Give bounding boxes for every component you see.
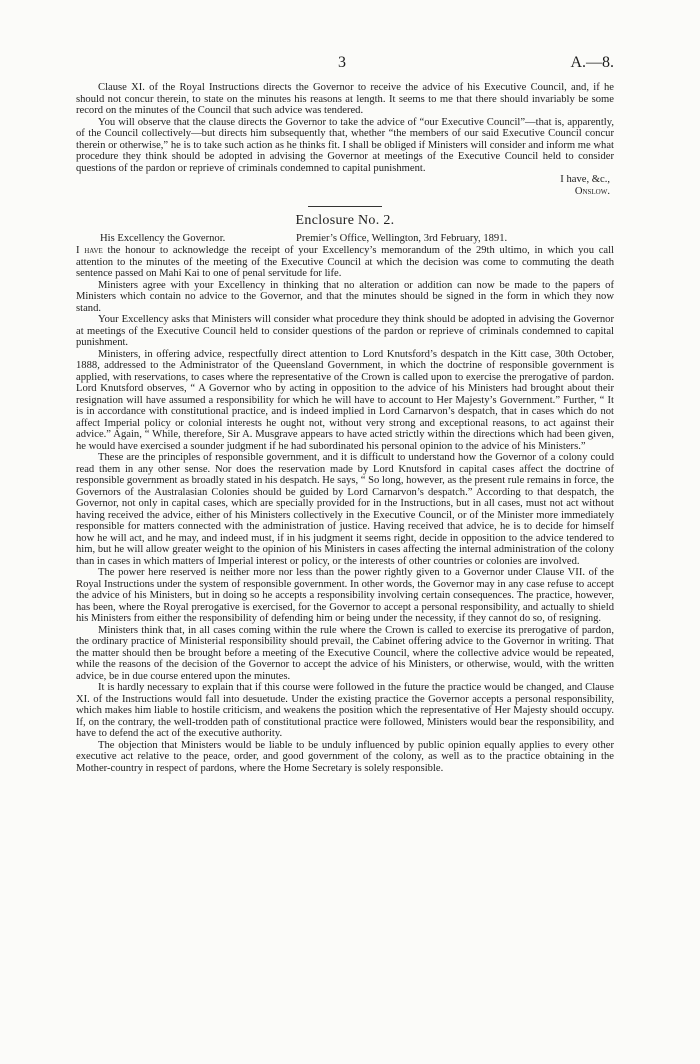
section-divider <box>308 206 382 207</box>
addressee: His Excellency the Governor. <box>100 232 226 244</box>
paragraph <box>76 245 614 280</box>
page-header <box>0 54 700 74</box>
enclosure-heading: Enclosure No. 2. <box>295 213 395 228</box>
paragraph: The power here reserved is neither more nor less than the power rightly given to a Governor under Clause VII. of the Royal Instructions under the system of responsible government. In other words, the Governor may in any case refuse to accept the advice of his Ministers, but in doing so he accepts a responsibility involving certain consequences. The practice, however, has been, where the Royal prerogative is exercised, for the Governor to accept a personal responsibility, and actually to shield his Ministers from either the responsibility of defending him or being under the necessity, if they cannot do so, of resigning. <box>76 567 614 624</box>
paragraph: Clause XI. of the Royal Instructions directs the Governor to receive the advice of his Executive Council, and, if he should not concur therein, to state on the minutes his reasons at length. It seems to me that there should invariably be some record on the minutes of the Council that such advice was tendered. <box>76 82 614 116</box>
paragraph: Ministers think that, in all cases coming within the rule where the Crown is called to exercise its prerogative of pardon, the ordinary practice of Ministerial responsibility should prevail, the Cabinet offering advice to the Governor in writing. That the matter should then be brought before a meeting of the Executive Council, where the collective advice would be repeated, while the reasons of the decision of the Governor to accept the advice of his Ministers, or otherwise, would, with the written advice, be in due course entered upon the minutes. <box>76 624 614 682</box>
sender-line: Premier’s Office, Wellington, 3rd February, 1891. <box>296 232 508 244</box>
address-line <box>76 233 614 245</box>
paragraph: These are the principles of responsible government, and it is difficult to understand how the Governor of a colony could read them in any other sense. Nor does the reservation made by Lord Knutsford in capital cases affect the doctrine of responsible government as broadly stated in his despatch. He says, “ So long, however, as the present rule remains in force, the Governors of the Australasian Colonies should be guided by Lord Carnarvon’s despatch.” According to that despatch, the Governor, not only in capital cases, which are specially provided for in the Instructions, but in all cases, must not act without having received the advice, either of his Ministers collectively in the Executive Council, or of the Minister more immediately responsible for matters connected with the administration of justice. Having received that advice, he is to decide for himself how he will act, and he may, and indeed must, if in his judgment it seems right, decide in opposition to the advice tendered to him, but he will allow greater weight to the opinion of his Ministers in cases affecting the internal administration of the colony than in cases in which matters of Imperial interest or policy, or the interests of other countries or colonies are involved. <box>76 452 614 567</box>
paragraph: Ministers, in offering advice, respectfully direct attention to Lord Knutsford’s despatch in the Kitt case, 30th October, 1888, addressed to the Administrator of the Queensland Government, in which the doctrine of responsible government is applied, with reservations, to cases where the representative of the Crown is called upon to exercise the prerogative of pardon. Lord Knutsford observes, “ A Governor who by acting in opposition to the advice of his Ministers had brought about their resignation will have assumed a responsibility for which he will have to account to Her Majesty’s Government.” Further, “ It is in accordance with constitutional practice, and is indeed implied in Lord Carnarvon’s despatch, that in cases which do not affect Imperial policy or colonial interests he ought not, without very strong and exceptional reasons, to act against their advice.” Again, “ While, therefore, Sir A. Musgrave appears to have acted strictly within the directions which had been given, he would have exercised a sounder judgment if he had subordinated his personal opinion to the advice of his Ministers.” <box>76 348 614 452</box>
signature: Onslow. <box>574 185 610 197</box>
paragraph: The objection that Ministers would be liable to be unduly influenced by public opinion equally applies to every other executive act relative to the peace, order, and good government of the colony, as well as to the practice obtaining in the Mother-country in respect of pardons, where the Home Secretary is solely responsible. <box>76 739 614 774</box>
opening-words: I have <box>76 245 103 256</box>
paragraph: You will observe that the clause directs the Governor to take the advice of “our Executive Council”—that is, apparently, of the Council collectively—but directs him subsequently that, whether “the members of our said Executive Council concur therein or otherwise,” he is to take such action as he thinks fit. I shall be obliged if Ministers will consider and inform me what procedure they think should be adopted in advising the Governor at meetings of the Executive Council held to consider questions of the pardon or reprieve of criminals condemned to capital punishment. <box>76 116 614 174</box>
paragraph: Your Excellency asks that Ministers will consider what procedure they think should be adopted in advising the Governor at meetings of the Executive Council held to consider questions of the pardon or reprieve of criminals condemned to capital punishment. <box>76 314 614 348</box>
document-body <box>76 82 614 774</box>
paragraph: Ministers agree with your Excellency in thinking that no alteration or addition can now be made to the papers of Ministers which contain no advice to the Governor, and that the minutes should be signed in the form in which they now stand. <box>76 279 614 314</box>
paragraph: It is hardly necessary to explain that if this course were followed in the future the practice would be changed, and Clause XI. of the Instructions would fall into desuetude. Under the existing practice the Governor accepts a personal responsibility, which makes him liable to hostile criticism, and weakens the position which the representative of Her Majesty should occupy. If, on the contrary, the well-trodden path of constitutional practice were followed, Ministers would bear the responsibility, and have to defend the act of the executive authority. <box>76 682 614 739</box>
paragraph-text: the honour to acknowledge the receipt of your Excellency’s memorandum of the 29th ultimo, in which you call attention to the minutes of the meeting of the Executive Council at which the decision was come to commuting the death sentence passed on Mahi Kai to one of penal servitude for life. <box>76 245 614 279</box>
closing-line: I have, &c., <box>560 174 610 185</box>
page-number: 3 <box>338 54 346 71</box>
document-reference: A.—8. <box>570 54 614 71</box>
